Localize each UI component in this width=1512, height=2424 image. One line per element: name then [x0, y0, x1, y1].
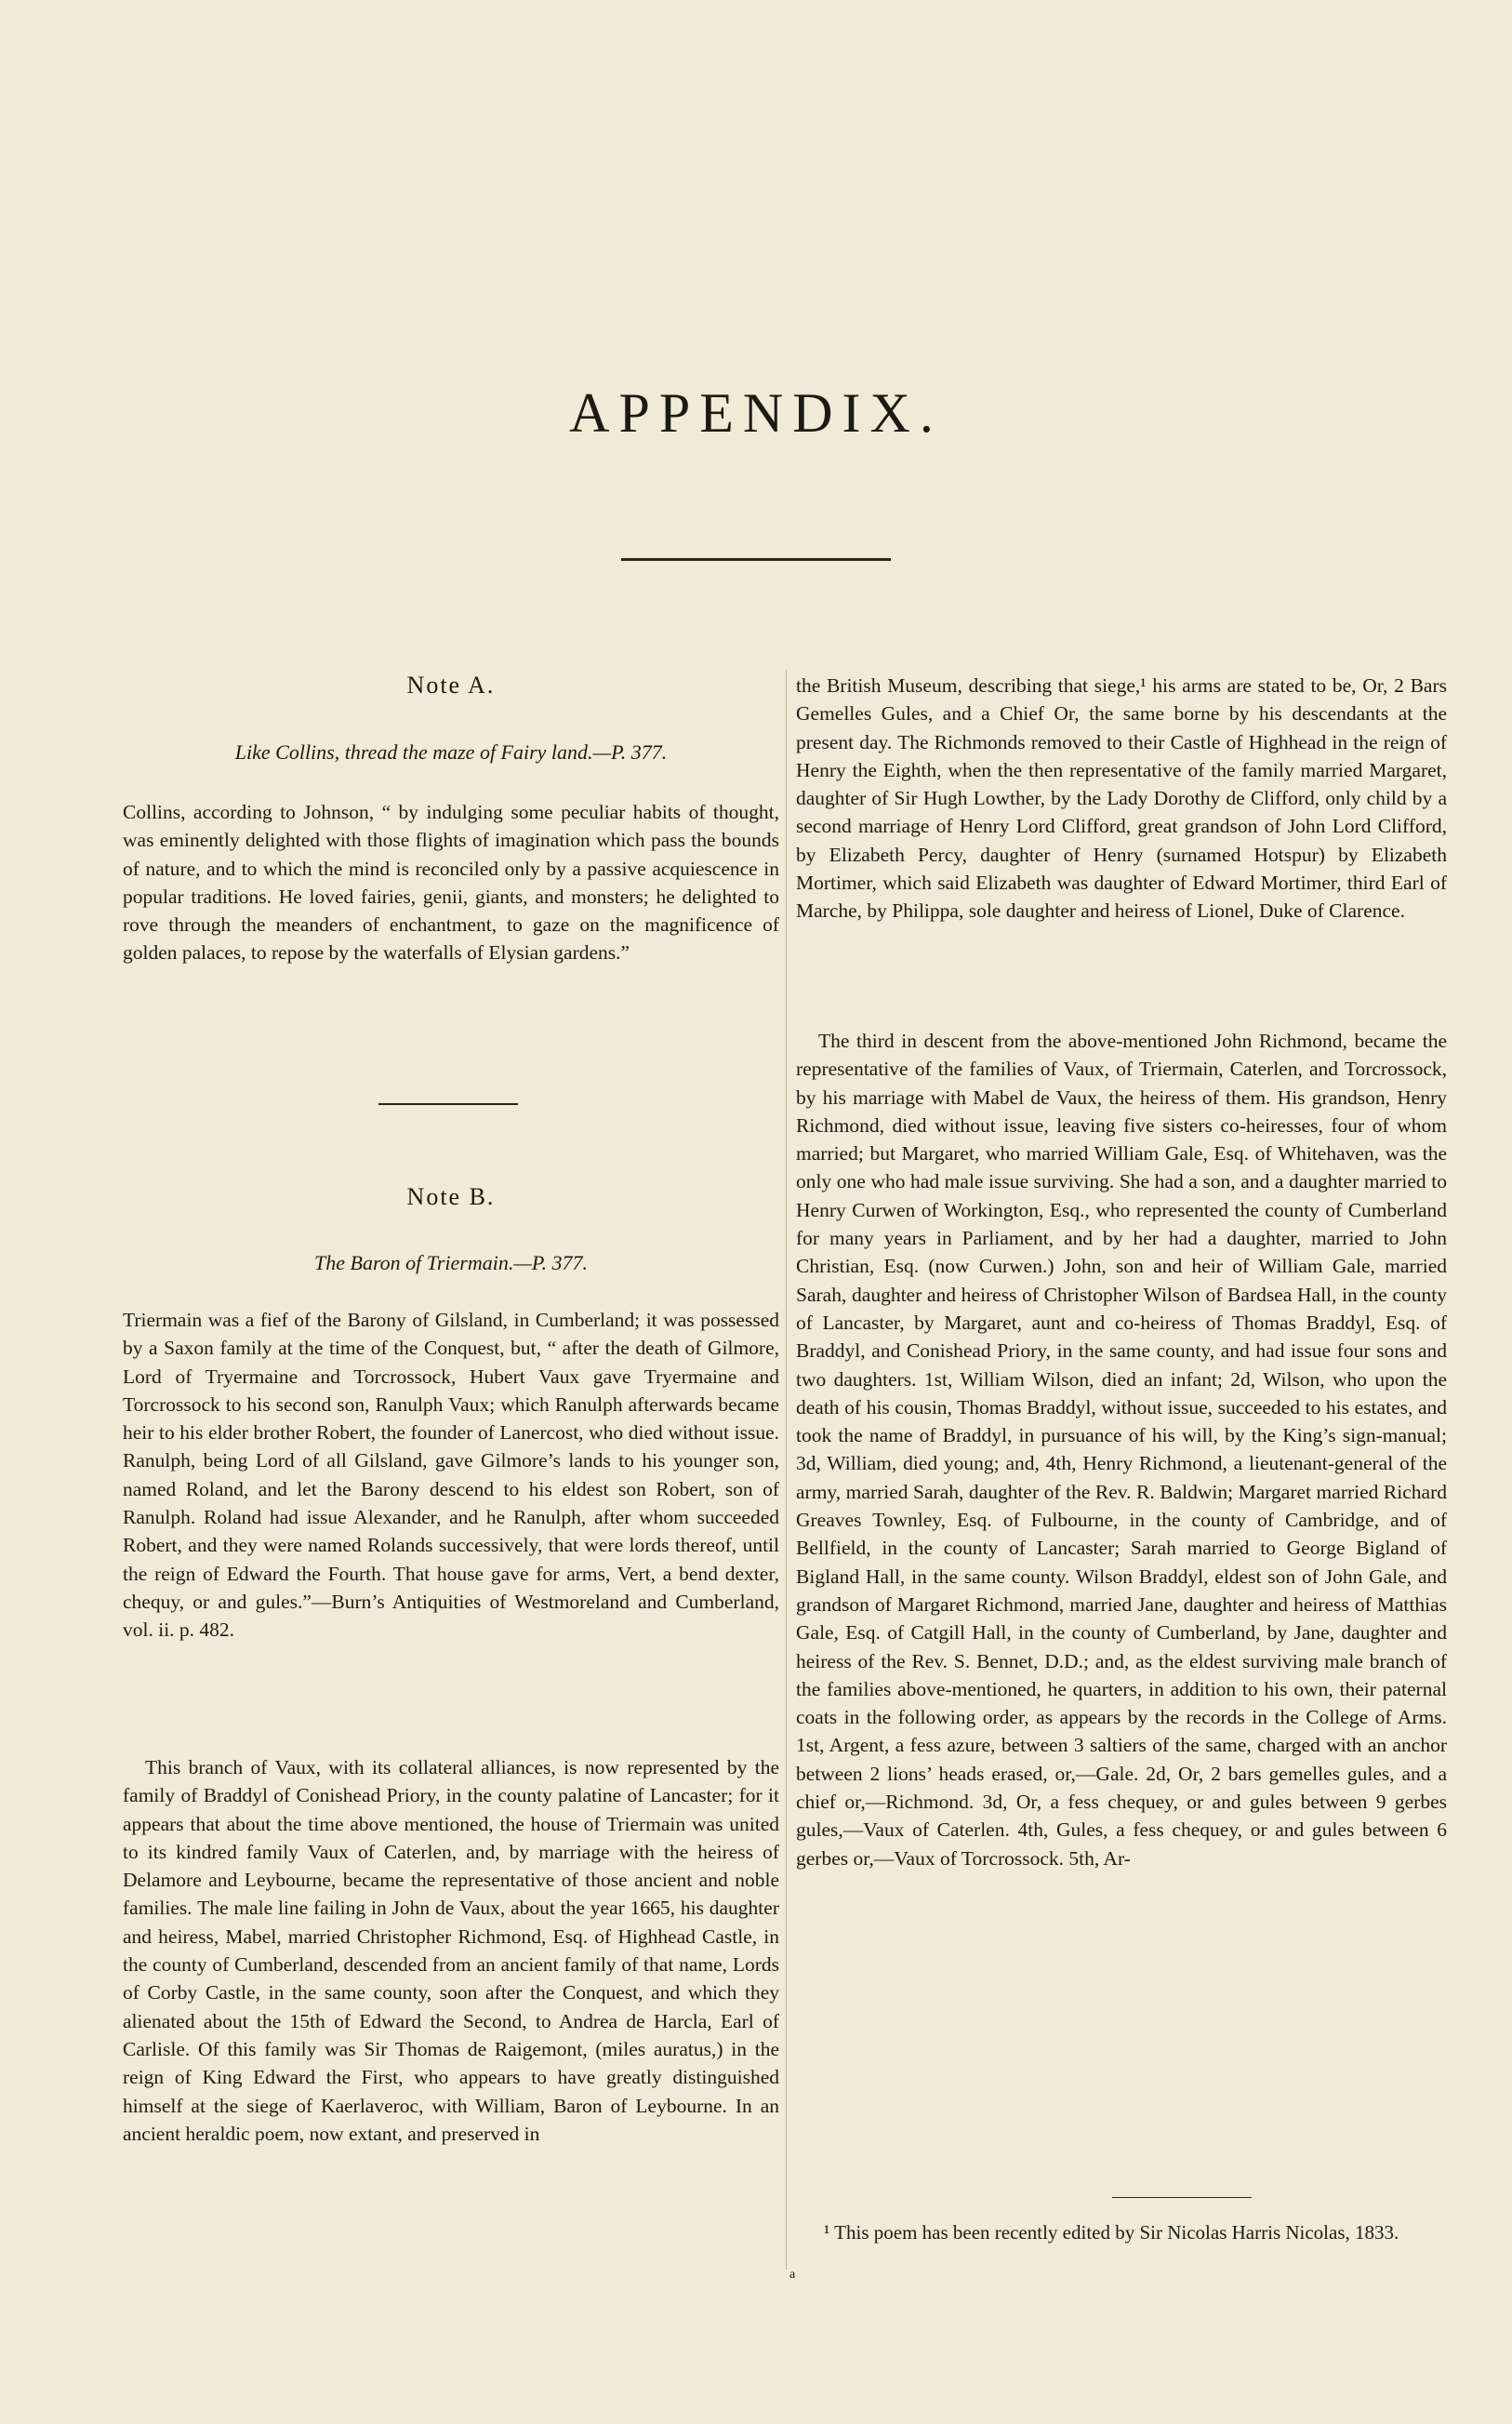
note-a-subtitle: Like Collins, thread the maze of Fairy land.—P. 377. — [234, 740, 668, 764]
note-separator — [378, 1103, 518, 1105]
page-signature-mark: a — [789, 2268, 796, 2282]
note-b-paragraph-3: the British Museum, describing that siege,¹ his arms are stated to be, Or, 2 Bars Gemelles Gules, and a Chief Or, the same borne by his descendants at the present day. The Richmonds removed to their Castle of Highhead in the reign of Henry the Eighth, when the then representative of the family married Margaret, daughter of Sir Hugh Lowther, by the Lady Dorothy de Clifford, only child by a second marriage of Henry Lord Clifford, great grandson of John Lord Clifford, by Elizabeth Percy, daughter of Henry (surnamed Hotspur) by Elizabeth Mortimer, which said Elizabeth was daughter of Edward Mortimer, third Earl of Marche, by Philippa, sole daughter and heiress of Lionel, Duke of Clarence. — [796, 674, 1447, 923]
footnote-separator — [1112, 2197, 1252, 2198]
note-b-paragraph-2: This branch of Vaux, with its collateral alliances, is now represented by the family of Braddyl of Conishead Priory, in the county palatine of Lancaster; for it appears that about the time above mentioned, the house of Triermain was united to its kindred family Vaux of Caterlen, and, by marriage with the heiress of Delamore and Leybourne, became the representative of those ancient and noble families. The male line failing in John de Vaux, about the year 1665, his daughter and heiress, Mabel, married Christopher Richmond, Esq. of Highhead Castle, in the county of Cumberland, descended from an ancient family of that name, Lords of Corby Castle, in the same county, soon after the Conquest, and which they alienated about the 15th of Edward the Second, to Andrea de Harcla, Earl of Carlisle. Of this family was Sir Thomas de Raigemont, (miles auratus,) in the reign of King Edward the First, who appears to have greatly distinguished himself at the siege of Kaerlaveroc, with William, Baron of Leybourne. In an ancient heraldic poem, now extant, and preserved in — [123, 1756, 779, 2145]
note-b-paragraph-4: The third in descent from the above-mentioned John Richmond, became the representative of the families of Vaux, of Triermain, Caterlen, and Torcrossock, by his marriage with Mabel de Vaux, the heiress of them. His grandson, Henry Richmond, died without issue, leaving five sisters co-heiresses, four of whom married; but Margaret, who married William Gale, Esq. of Whitehaven, was the only one who had male issue surviving. She had a son, and a daughter married to Henry Curwen of Workington, Esq., who represented the county of Cumberland for many years in Parliament, and by her had a daughter, married to John Christian, Esq. (now Curwen.) John, son and heir of William Gale, married Sarah, daughter and heiress of Christopher Wilson of Bardsea Hall, in the county of Lancaster, by Margaret, aunt and co-heiress of Thomas Braddyl, Esq. of Braddyl, and Conishead Priory, in the same county, and had issue four sons and two daughters. 1st, William Wilson, died an infant; 2d, Wilson, who upon the death of his cousin, Thomas Braddyl, without issue, succeeded to his estates, and took the name of Braddyl, in pursuance of his will, by the King’s sign-manual; 3d, William, died young; and, 4th, Henry Richmond, a lieutenant-general of the army, married Sarah, daughter of the Rev. R. Baldwin; Margaret married Richard Greaves Townley, Esq. of Fulbourne, in the county of Cambridge, and of Bellfield, in the county of Lancaster; Sarah married to George Bigland of Bigland Hall, in the same county. Wilson Braddyl, eldest son of John Gale, and grandson of Margaret Richmond, married Jane, daughter and heiress of Matthias Gale, Esq. of Catgill Hall, in the county of Cumberland, by Jane, daughter and heiress of the Rev. S. Bennet, D.D.; and, as the eldest surviving male branch of the families above-mentioned, he quarters, in addition to his own, their paternal coats in the following order, as appears by the records in the College of Arms. 1st, Argent, a fess azure, between 3 saltiers of the same, charged with an anchor between 2 lions’ heads erased, or,—Gale. 2d, Or, 2 bars gemelles gules, and a chief or,—Richmond. 3d, Or, a fess chequey, or and gules between 9 gerbes gules,—Vaux of Caterlen. 4th, Gules, a fess chequey, or and gules between 6 gerbes or,—Vaux of Torcrossock. 5th, Ar- — [796, 1030, 1447, 1870]
note-b-heading: Note B. — [406, 1183, 496, 1210]
note-a-text: Collins, according to Johnson, “ by indulging some peculiar habits of thought, was eminently delighted with those flights of imagination which pass the bounds of nature, and to which the mind is reconciled only by a passive acquiescence in popular traditions. He loved fairies, genii, giants, and monsters; he delighted to rove through the meanders of enchantment, to gaze on the magnificence of golden palaces, to repose by the waterfalls of Elysian gardens.” — [123, 801, 779, 965]
note-b-paragraph-1: Triermain was a fief of the Barony of Gilsland, in Cumberland; it was possessed by a Saxon family at the time of the Conquest, but, “ after the death of Gilmore, Lord of Tryermaine and Torcrossock, Hubert Vaux gave Tryermaine and Torcrossock to his second son, Ranulph Vaux; which Ranulph afterwards became heir to his elder brother Robert, the founder of Lanercost, who died without issue. Ranulph, being Lord of all Gilsland, gave Gilmore’s lands to his younger son, named Roland, and let the Barony descend to his eldest son Robert, son of Ranulph. Roland had issue Alexander, and he Ranulph, after whom succeeded Robert, and they were named Rolands successively, that were lords thereof, until the reign of Edward the Fourth. That house gave for arms, Vert, a bend dexter, chequy, or and gules.”—Burn’s Antiquities of Westmoreland and Cumberland, vol. ii. p. 482. — [123, 1309, 779, 1642]
page-title: APPENDIX. — [569, 382, 943, 444]
footnote-text: ¹ This poem has been recently edited by Sir Nicolas Harris Nicolas, 1833. — [824, 2221, 1399, 2244]
note-a-heading: Note A. — [406, 672, 496, 699]
column-divider — [786, 670, 787, 2270]
note-b-subtitle: The Baron of Triermain.—P. 377. — [314, 1251, 588, 1274]
title-divider — [621, 558, 891, 561]
